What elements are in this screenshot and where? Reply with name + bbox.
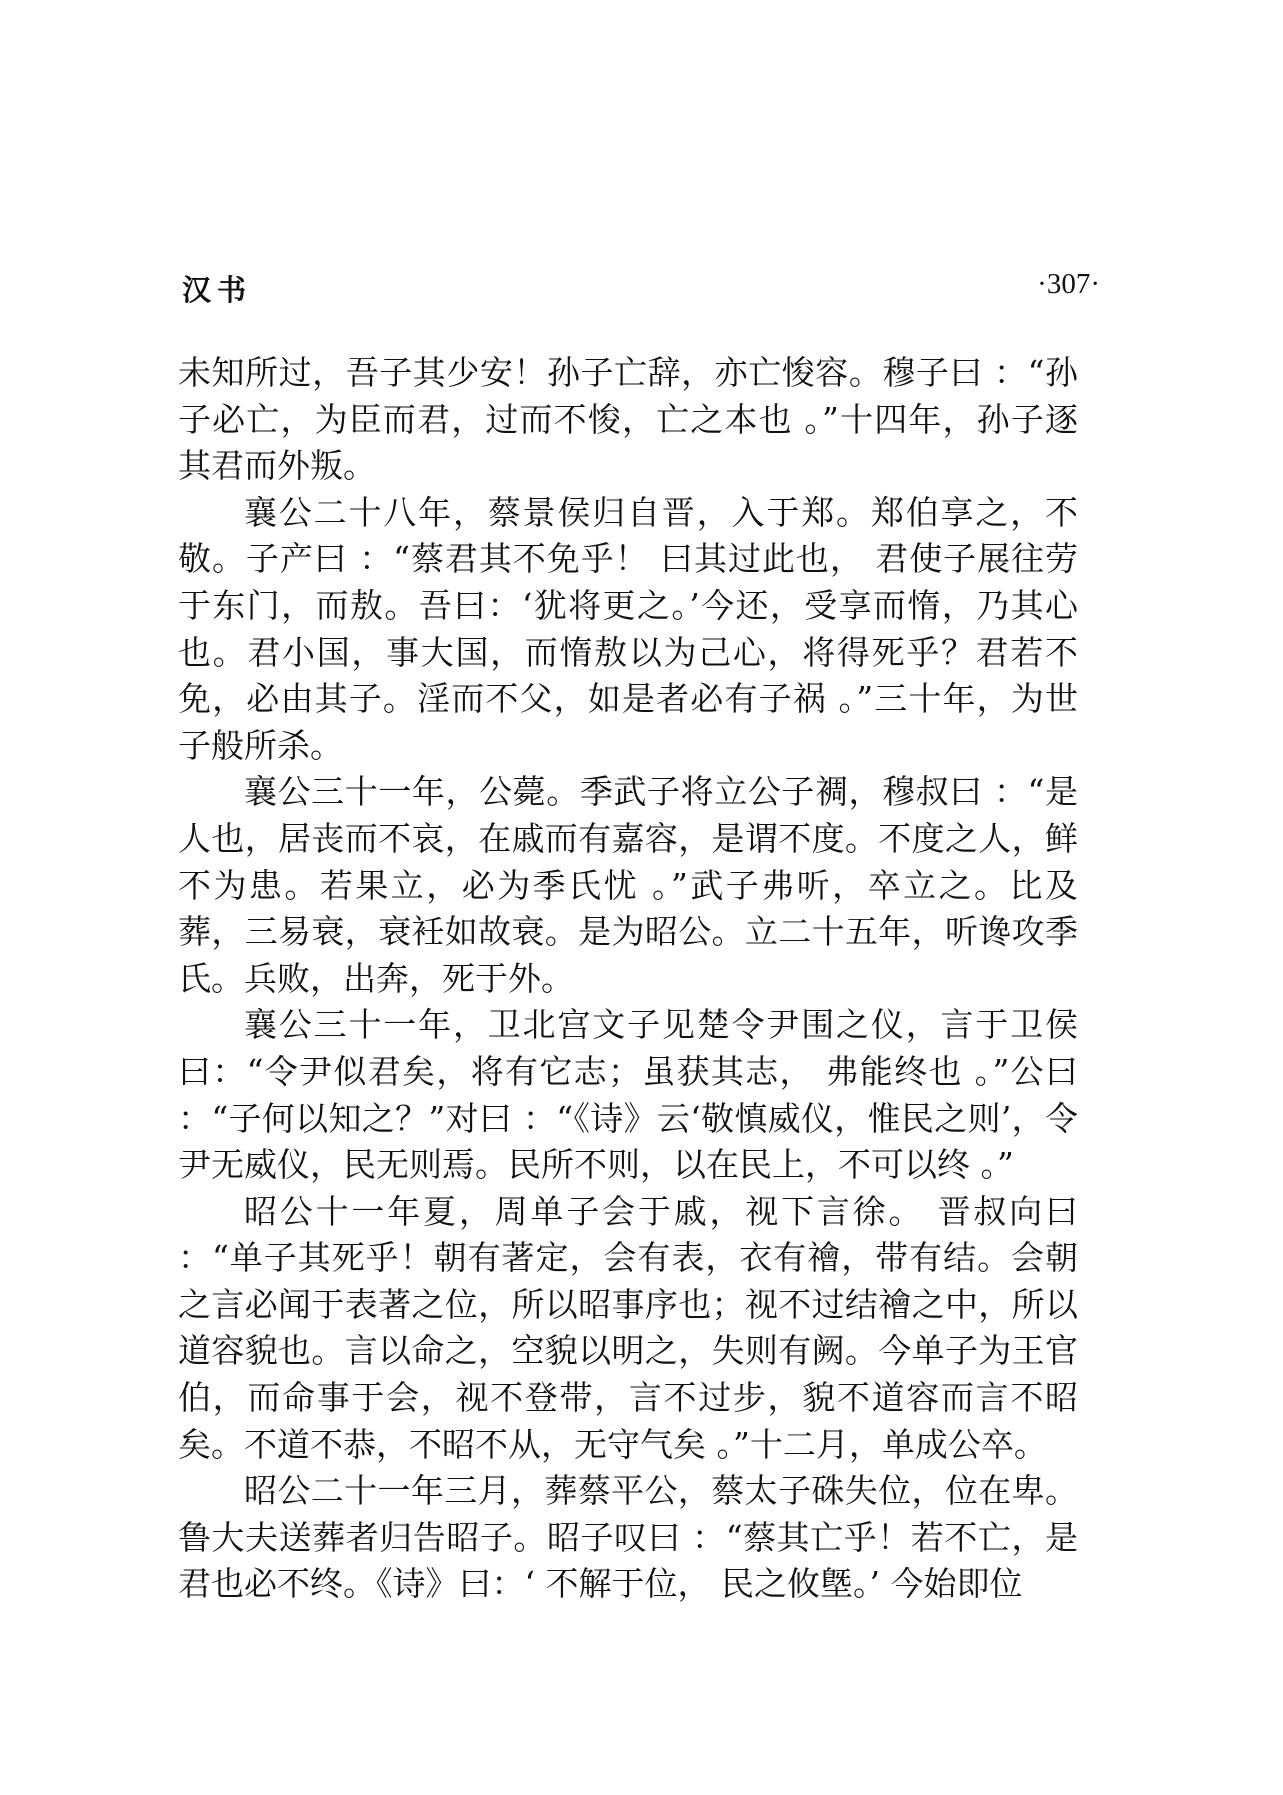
paragraph-5: 昭公十一年夏，周单子会于戚，视下言徐。 晋叔向曰 ：“单子其死乎！朝有著定，会有表，衣有禬，带有结。会朝之言必闻于表著之位，所以昭事序也；视不过结禬之中，所以道容貌也。言以命之，空貌以明之，失则有阙。今单子为王官伯，而命事于会，视不登带，言不过步，貌不道容而言不昭矣。不道不恭，不昭不从，无守气矣 。”十二月，单成公卒。: [178, 1191, 1078, 1464]
book-title: 汉书: [182, 273, 253, 307]
paragraph-6: 昭公二十一年三月，葬蔡平公，蔡太子硃失位，位在卑。鲁大夫送葬者归告昭子。昭子叹曰 ：“蔡其亡乎！若不亡，是君也必不终。《诗》曰：‘ 不解于位， 民之攸墍。’ 今始即位: [178, 1471, 1078, 1604]
page-number: ·307·: [1037, 268, 1100, 300]
paragraph-3: 襄公三十一年，公薨。季武子将立公子裯，穆叔曰 ：“是人也，居丧而不哀，在戚而有嘉容，是谓不度。不度之人，鲜不为患。若果立，必为季氏忧 。”武子弗听，卒立之。比及葬，三易衰，衰衽如故衰。是为昭公。立二十五年，听谗攻季氏。兵败，出奔，死于外。: [178, 772, 1078, 998]
paragraph-2: 襄公二十八年，蔡景侯归自晋，入于郑。郑伯享之，不敬。子产曰 ：“蔡君其不免乎！ 曰其过此也， 君使子展往劳于东门，而敖。吾曰：‘犹将更之。’今还，受享而惰，乃其心也。君小国，事大国，而惰敖以为己心，将得死乎？君若不免，必由其子。淫而不父，如是者必有子祸 。”三十年，为世子般所杀。: [178, 492, 1078, 765]
paragraph-4: 襄公三十一年，卫北宫文子见楚令尹围之仪，言于卫侯曰：“令尹似君矣，将有它志；虽获其志， 弗能终也 。”公曰 ：“子何以知之？”对曰 ：“《诗》云‘敬慎威仪，惟民之则’，令尹无威仪，民无则焉。民所不则，以在民上，不可以终 。”: [178, 1005, 1078, 1185]
body-text: [178, 350, 1078, 1608]
page-header: [182, 268, 1100, 312]
paragraph-1: 未知所过，吾子其少安！孙子亡辞，亦亡悛容。穆子曰 ：“孙子必亡，为臣而君，过而不悛，亡之本也 。”十四年，孙子逐其君而外叛。: [178, 353, 1078, 486]
